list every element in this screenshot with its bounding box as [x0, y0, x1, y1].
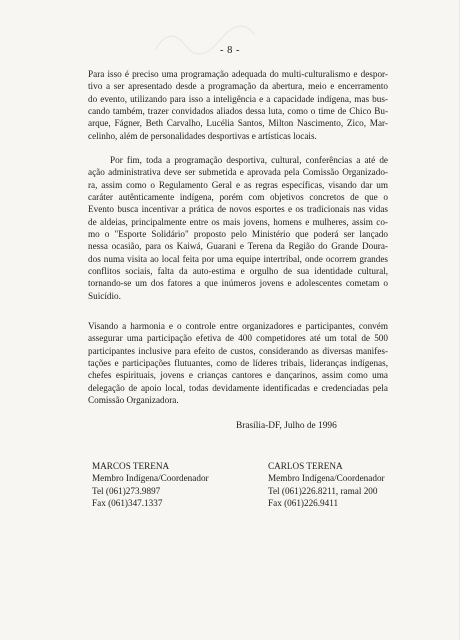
text-line: assegurar uma participação efetiva de 400 competidores até um total de 500: [88, 333, 388, 344]
paragraph-programming: [88, 154, 388, 302]
signature-block-left: [92, 460, 209, 510]
text-line: Visando a harmonia e o controle entre organizadores e participantes, convém: [88, 321, 388, 331]
signatory-phone: Tel (061)273.9897: [92, 485, 161, 496]
paragraph-participants: [88, 320, 388, 406]
text-line: tivo a ser apresentado desde a programação da abertura, meio e encerramento: [88, 81, 388, 92]
text-line: dos numa visita ao local feita por uma equipe intertribal, onde ocorrem grandes: [88, 253, 388, 264]
text-line: Evento busca incentivar a prática de novos esportes e os tradicionais nas vidas: [88, 204, 388, 215]
text-line: de aldeias, principalmente entre os mais jovens, homens e mulheres, assim co-: [88, 216, 388, 227]
signatory-phone: Tel (061)226.8211, ramal 200: [268, 485, 378, 496]
text-line: caráter autênticamente indígena, porém com objetivos concretos de que o: [88, 192, 388, 203]
page-number: - 8 -: [220, 45, 240, 56]
text-line: Comissão Organizadora.: [88, 395, 179, 406]
text-line: tornando-se um dos fatores a que inúmeros jovens e adolescentes cometam o: [88, 278, 388, 289]
signatory-name: MARCOS TERENA: [92, 461, 170, 471]
text-line: ra, assim como o Regulamento Geral e as regras específicas, visando dar um: [88, 179, 388, 190]
text-line: mo o "Esporte Solidário" proposto pelo Ministério que poderá ser lançado: [88, 229, 388, 240]
text-line: cando também, trazer convidados aliados dessa luta, como o time de Chico Bu-: [88, 106, 388, 117]
text-line: do evento, utilizando para isso a inteligência e a capacidade indígena, mas bus-: [88, 93, 388, 104]
signatory-role: Membro Indígena/Coordenador: [268, 473, 385, 484]
signatory-name: CARLOS TERENA: [268, 461, 343, 471]
text-line: tações e participações flutuantes, como de líderes tribais, lideranças indígenas,: [88, 358, 388, 369]
text-line: Suicídio.: [88, 290, 121, 301]
text-line: Por fim, toda a programação desportiva, cultural, conferências a até de: [110, 155, 388, 165]
paragraph-multiculturalism: [88, 68, 388, 142]
text-line: participantes inclusive para efeito de custos, considerando as diversas manifes-: [88, 345, 388, 356]
text-line: chefes espirituais, jovens e crianças cantores e dançarinos, assim como uma: [88, 370, 388, 381]
signatory-fax: Fax (061)347.1337: [92, 498, 163, 509]
text-line: arque, Fágner, Beth Carvalho, Lucélia Santos, Milton Nascimento, Zico, Mar-: [88, 118, 388, 129]
document-date: Brasília-DF, Julho de 1996: [236, 421, 337, 431]
text-line: conflitos sociais, falta da auto-estima e orgulho de sua identidade cultural,: [88, 266, 388, 277]
text-line: nessa ocasião, para os Kaiwá, Guarani e Terena da Região do Grande Doura-: [88, 241, 388, 252]
text-line: delegação de apoio local, todas devidamente identificadas e credenciadas pela: [88, 382, 388, 393]
signature-block-right: [268, 460, 385, 510]
text-line: ação administrativa deve ser submetida e aprovada pela Comissão Organizado-: [88, 167, 388, 178]
text-line: Para isso é preciso uma programação adequada do multi-culturalismo e despor-: [88, 69, 388, 79]
text-line: celinho, além de personalidades desportivas e artísticas locais.: [88, 130, 317, 141]
signatory-fax: Fax (061)226.9411: [268, 498, 339, 509]
signatory-role: Membro Indígena/Coordenador: [92, 473, 209, 484]
